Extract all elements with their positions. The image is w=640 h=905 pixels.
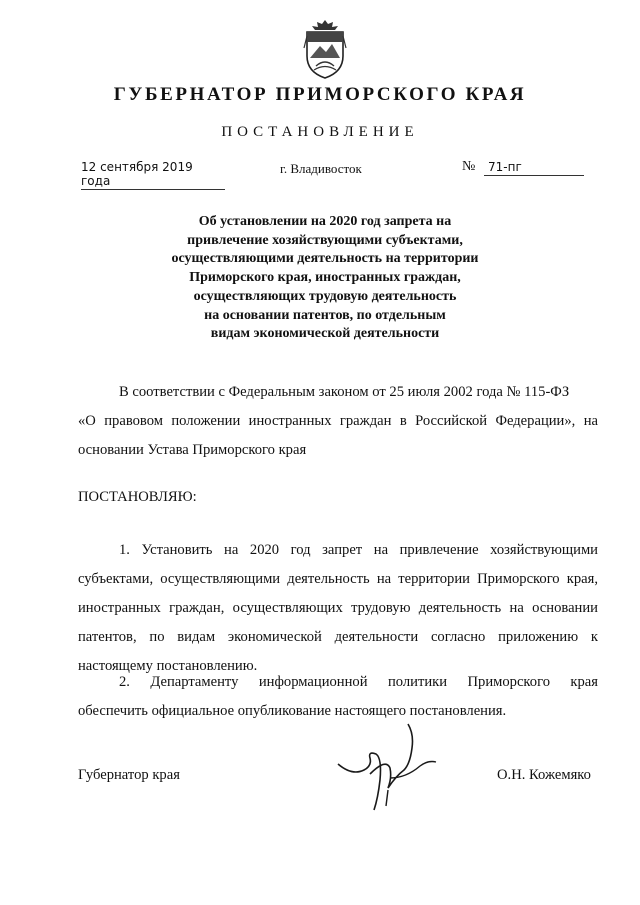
document-number: 71-пг: [484, 160, 584, 176]
preamble-line: В соответствии с Федеральным законом от 25 июля 2002 года № 115-ФЗ: [119, 384, 570, 400]
document-city: г. Владивосток: [280, 161, 362, 176]
subject-line: осуществляющих трудовую деятельность: [193, 288, 457, 304]
item-1-line: иностранных граждан, осуществляющих трудовую деятельность на основании: [78, 600, 598, 616]
subject-line: видам экономической деятельности: [210, 326, 440, 342]
number-label: №: [462, 159, 476, 174]
item-2-line: 2. Департаменту информационной политики Приморского края: [119, 674, 598, 690]
signatory-name: О.Н. Кожемяко: [497, 767, 591, 783]
subject-line: Об установлении на 2020 год запрета на: [198, 214, 452, 229]
item-2-line: обеспечить официальное опубликование настоящего постановления.: [78, 703, 507, 719]
document-type: ПОСТАНОВЛЕНИЕ: [221, 124, 419, 140]
organization-title: ГУБЕРНАТОР ПРИМОРСКОГО КРАЯ: [113, 84, 527, 105]
preamble-line: «О правовом положении иностранных граждан в Российской Федерации», на: [78, 413, 598, 429]
handwritten-signature: [330, 718, 440, 813]
subject-line: на основании патентов, по отдельным: [204, 307, 446, 323]
subject-line: привлечение хозяйствующими субъектами,: [187, 232, 463, 248]
primorsky-krai-coat-of-arms-icon: [302, 18, 348, 80]
item-1-line: субъектами, осуществляющими деятельность на территории Приморского края,: [78, 571, 598, 587]
signatory-title: Губернатор края: [78, 767, 180, 783]
item-1-line: настоящему постановлению.: [78, 658, 258, 674]
preamble-line: основании Устава Приморского края: [78, 442, 307, 458]
subject-line: осуществляющими деятельность на территории: [171, 251, 479, 267]
subject-line: Приморского края, иностранных граждан,: [189, 270, 461, 286]
document-date: 12 сентября 2019 года: [81, 160, 225, 190]
resolve-heading: ПОСТАНОВЛЯЮ:: [78, 489, 197, 505]
item-1-line: 1. Установить на 2020 год запрет на привлечение хозяйствующими: [119, 542, 598, 558]
item-1-line: патентов, по видам экономической деятельности согласно приложению к: [78, 629, 598, 645]
document-subject: [150, 213, 500, 344]
